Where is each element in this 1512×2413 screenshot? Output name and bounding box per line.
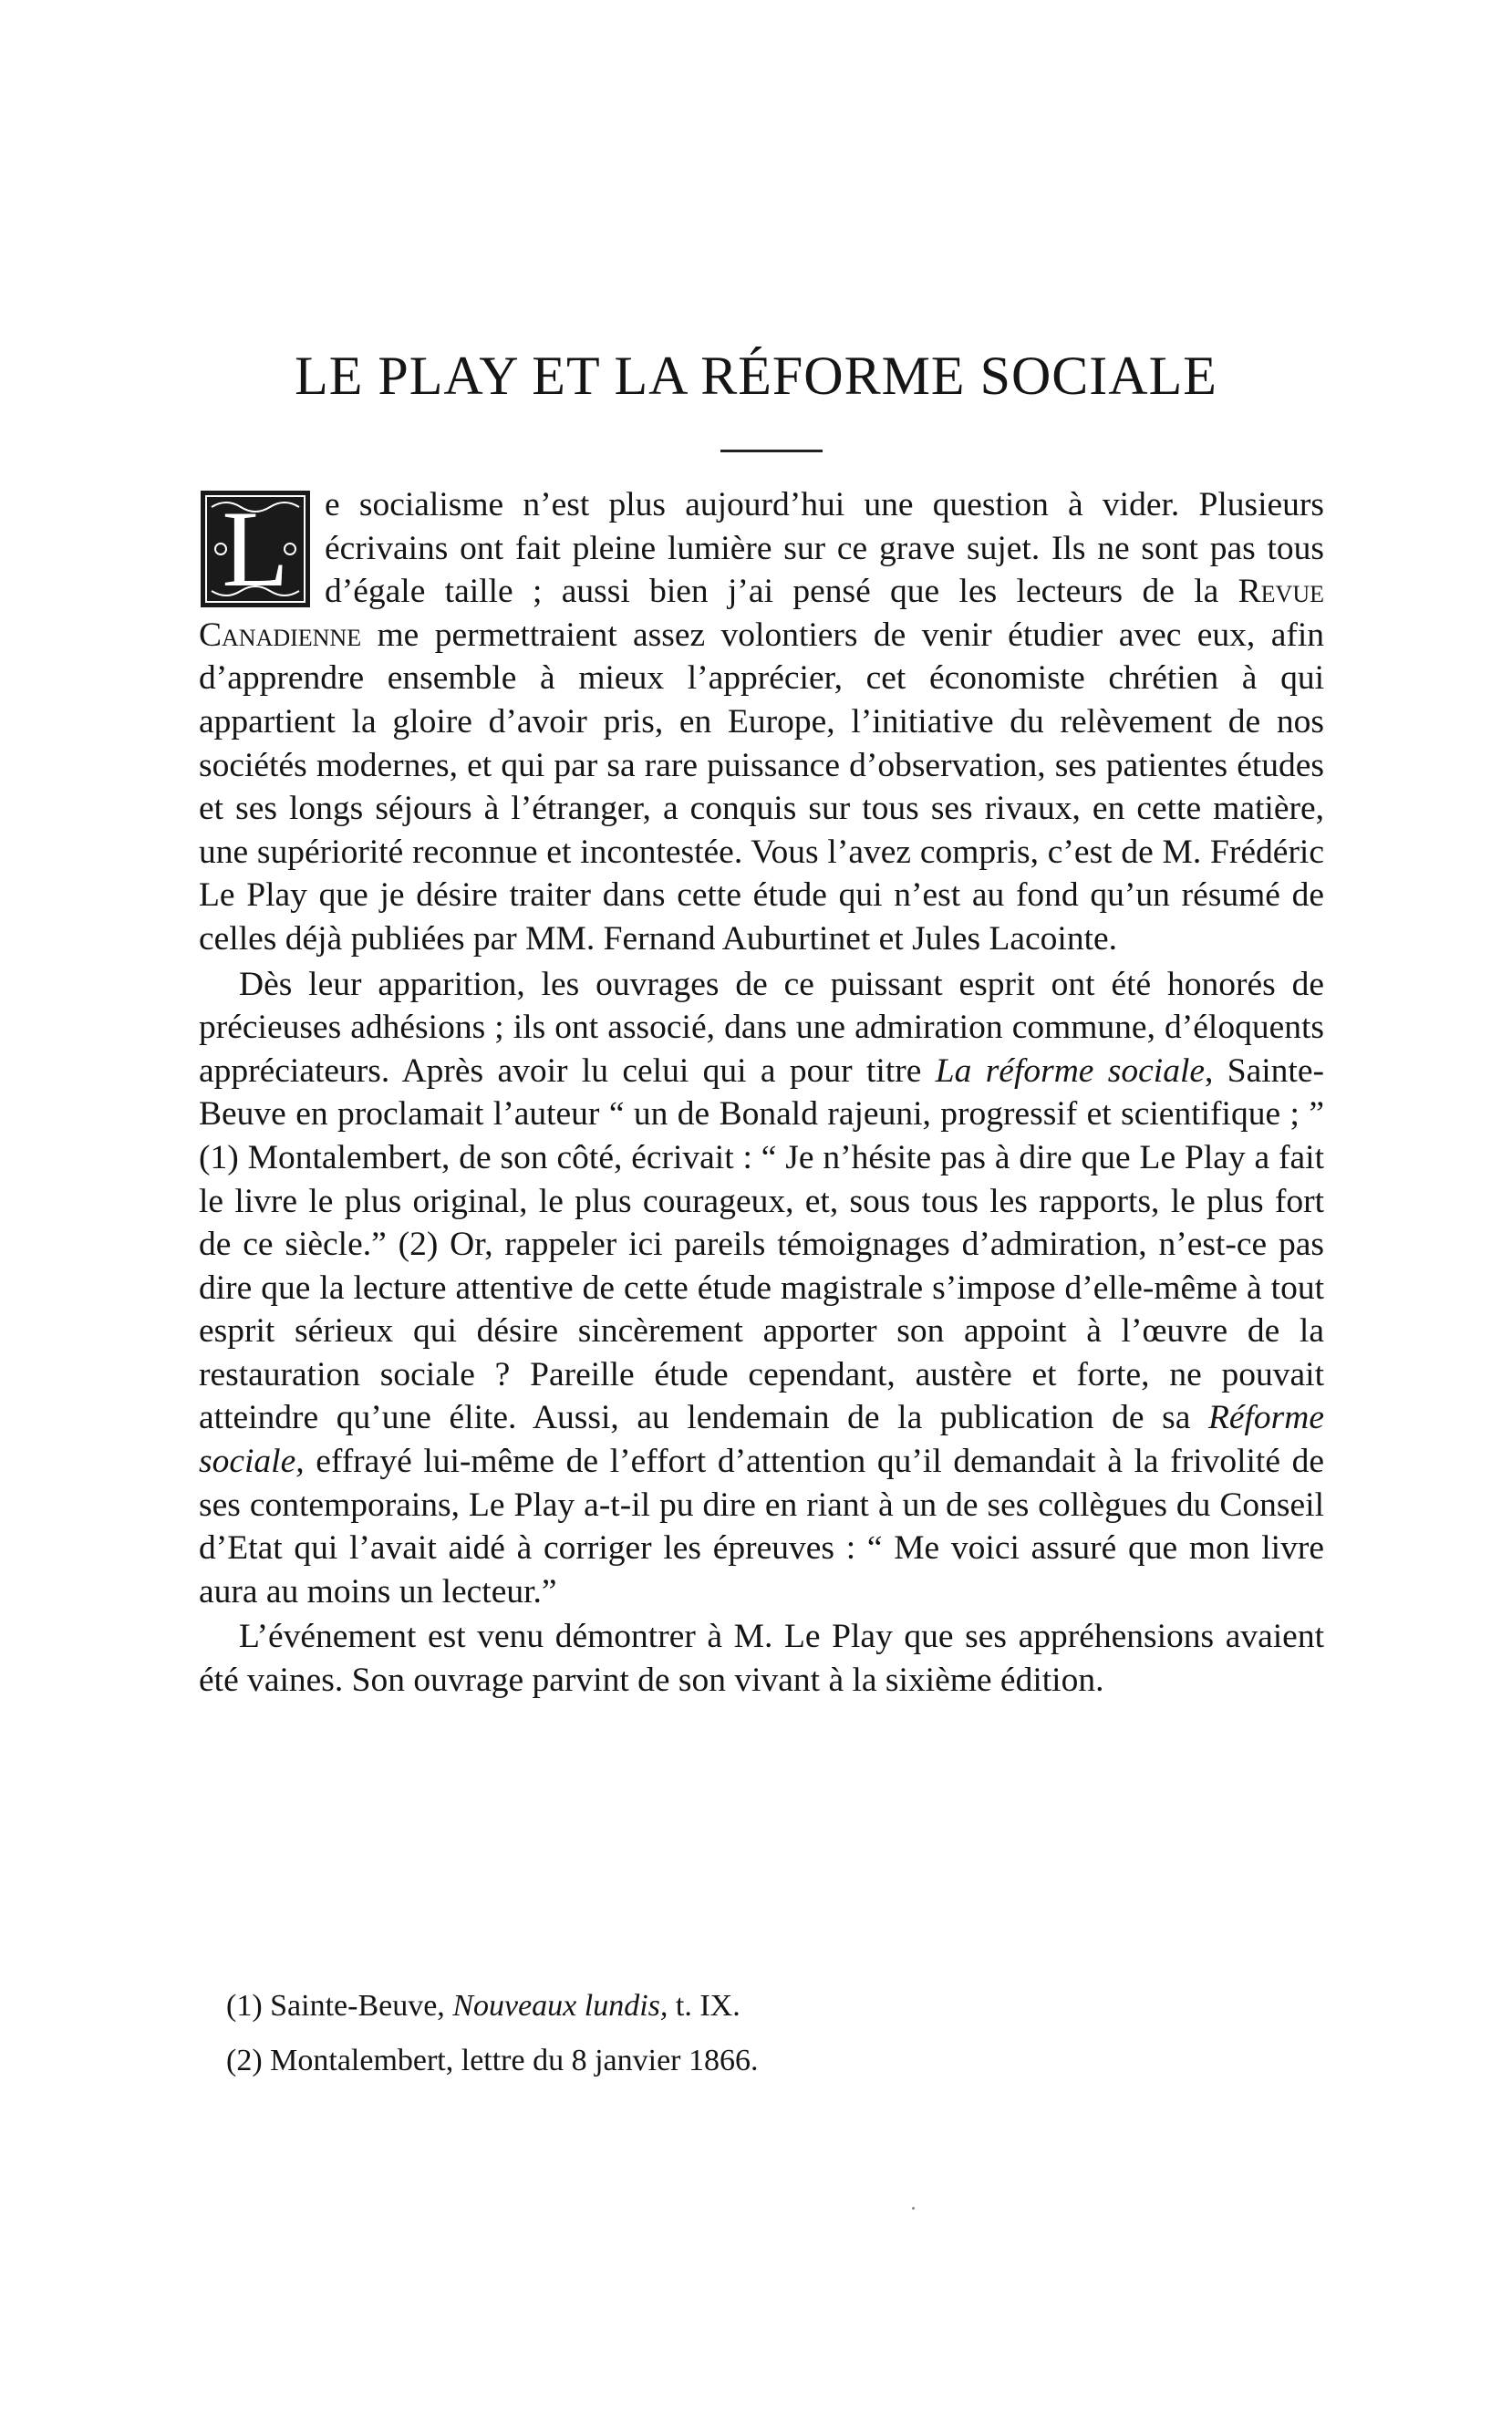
article-body (199, 483, 1324, 1703)
paragraph-1-text-a: e socialisme n’est plus aujourd’hui une question à vider. Plusieurs écrivains ont fait pleine lumière sur ce grave sujet. Ils ne sont pas tous d’égale taille ; aussi bien j’ai pensé que les lecteurs de la (325, 486, 1324, 611)
paragraph-2-text-a: Dès leur apparition, les ouvrages de ce puissant esprit ont été honorés de précieuses adhésions ; ils ont associé, dans une admiration commune, d’éloquents appréciateurs. Après avoir lu celui qui a pour titre (199, 965, 1324, 1090)
footnote-1-suffix: t. IX. (668, 1989, 740, 2023)
journal-name: Revue Canadienne (199, 573, 1324, 654)
paragraph-3: L’événement est venu démontrer à M. Le Play que ses appréhensions avaient été vaines. Son ouvrage parvint de son vivant à la sixième édition. (199, 1618, 1324, 1700)
footnote-2: (2) Montalembert, lettre du 8 janvier 1866. (226, 2044, 759, 2077)
paragraph-1-text-b: me permettraient assez volontiers de venir étudier avec eux, afin d’apprendre ensemble à mieux l’apprécier, cet économiste chrétien à qui appartient la gloire d’avoir pris, en Europe, l’initiative du relèvement de nos sociétés modernes, et qui par sa rare puissance d’observation, ses patientes études et ses longs séjours à l’étranger, a conquis sur tous ses rivaux, en cette matière, une supériorité reconnue et incontestée. Vous l’avez compris, c’est de M. Frédéric Le Play que je désire traiter dans cette étude qui n’est au fond qu’un résumé de celles déjà publiées par MM. Fernand Auburtinet et Jules Lacointe. (199, 616, 1324, 958)
book-title-reforme-sociale: Réforme sociale, (199, 1399, 1324, 1481)
paragraph-2 (199, 963, 1324, 1614)
paragraph-2-text-b: , Sainte-Beuve en proclamait l’auteur “ un de Bonald rajeuni, progressif et scientifique ; ” (1) Montalembert, de son côté, écrivait : “ Je n’hésite pas à dire que Le Play a fait le livre le plus original, le plus courageux, et, sous tous les rapports, le plus fort de ce siècle.” (2) Or, rappeler ici pareils témoignages d’admiration, n’est-ce pas dire que la lecture attentive de cette étude magistrale s’impose d’elle-même à tout esprit sérieux qui désire sincèrement apporter son appoint à l’œuvre de la restauration sociale ? Pareille étude cependant, austère et forte, ne pouvait atteindre qu’une élite. Aussi, au lendemain de la publication de sa (199, 1051, 1324, 1437)
paragraph-2-text-c: effrayé lui-même de l’effort d’attention qu’il demandait à la frivolité de ses contemporains, Le Play a-t-il pu dire en riant à un de ses collègues du Conseil d’Etat qui l’avait aidé à corriger les épreuves : “ Me voici assuré que mon livre aura au moins un lecteur.” (199, 1443, 1324, 1610)
page-title: LE PLAY ET LA RÉFORME SOCIALE (295, 346, 1217, 406)
footnotes (226, 1988, 1229, 2097)
footnote-1 (226, 1988, 1229, 2025)
book-title-la-reforme-sociale: La réforme sociale (935, 1051, 1206, 1090)
footnote-1-prefix: (1) Sainte-Beuve, (226, 1989, 453, 2023)
paragraph-1 (199, 483, 1324, 961)
ornamental-dropcap (199, 489, 312, 609)
footnote-1-title: Nouveaux lundis, (452, 1989, 668, 2023)
scan-speck (912, 2207, 915, 2210)
dropcap-letter: L (222, 488, 289, 609)
title-rule (720, 450, 823, 452)
